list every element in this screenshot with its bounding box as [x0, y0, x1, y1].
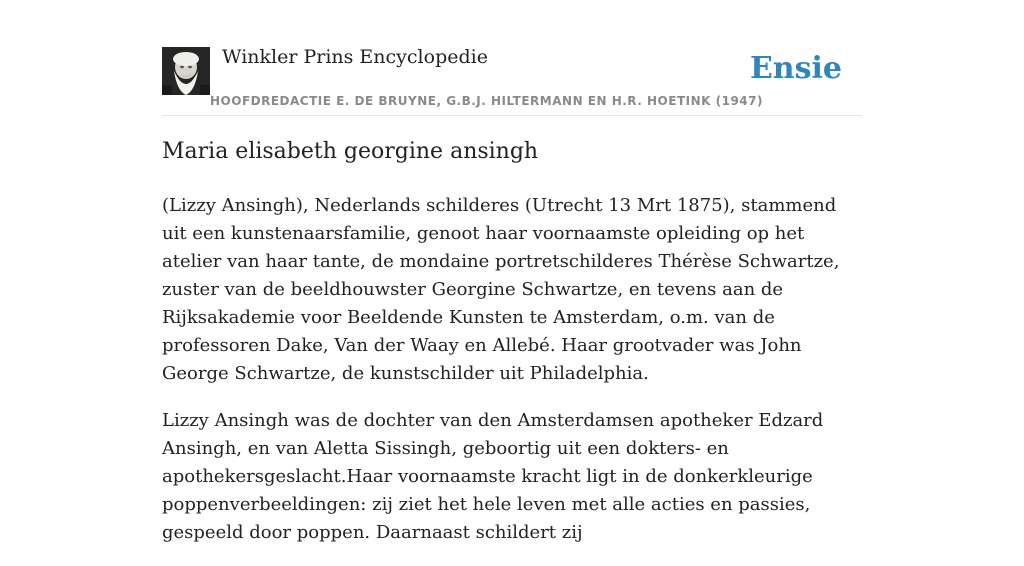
article-paragraph: (Lizzy Ansingh), Nederlands schilderes (Utrecht 13 Mrt 1875), stammend uit een kunstenaarsfamilie, genoot haar voornaamste opleiding op het atelier van haar tante, de mondaine portretschilderes Thérèse Schwartze, zuster van de beeldhouwster Georgine Schwartze, en tevens aan de Rijksakademie voor Beeldende Kunsten te Amsterdam, o.m. van de professoren Dake, Van der Waay en Allebé. Haar grootvader was John George Schwartze, de kunstschilder uit Philadelphia.	[162, 195, 840, 384]
ensie-logo[interactable]: Ensie	[749, 51, 842, 86]
site-title[interactable]: Winkler Prins Encyclopedie	[222, 46, 488, 68]
article-paragraph: Lizzy Ansingh was de dochter van den Amsterdamsen apotheker Edzard Ansingh, en van Aletta Sissingh, geboortig uit een dokters- en apothekersgeslacht.Haar voornaamste kracht ligt in de donkerkleurige poppenverbeeldingen: zij ziet het hele leven met alle acties en passies, gespeeld door poppen. Daarnaast schildert zij	[162, 410, 824, 543]
avatar[interactable]	[162, 47, 210, 95]
header-divider	[162, 115, 862, 116]
bearded-man-portrait-icon	[162, 47, 210, 95]
editors-credit: HOOFDREDACTIE E. DE BRUYNE, G.B.J. HILTERMANN EN H.R. HOETINK (1947)	[210, 94, 763, 108]
article-title: Maria elisabeth georgine ansingh	[162, 139, 539, 164]
article-body	[162, 192, 862, 566]
